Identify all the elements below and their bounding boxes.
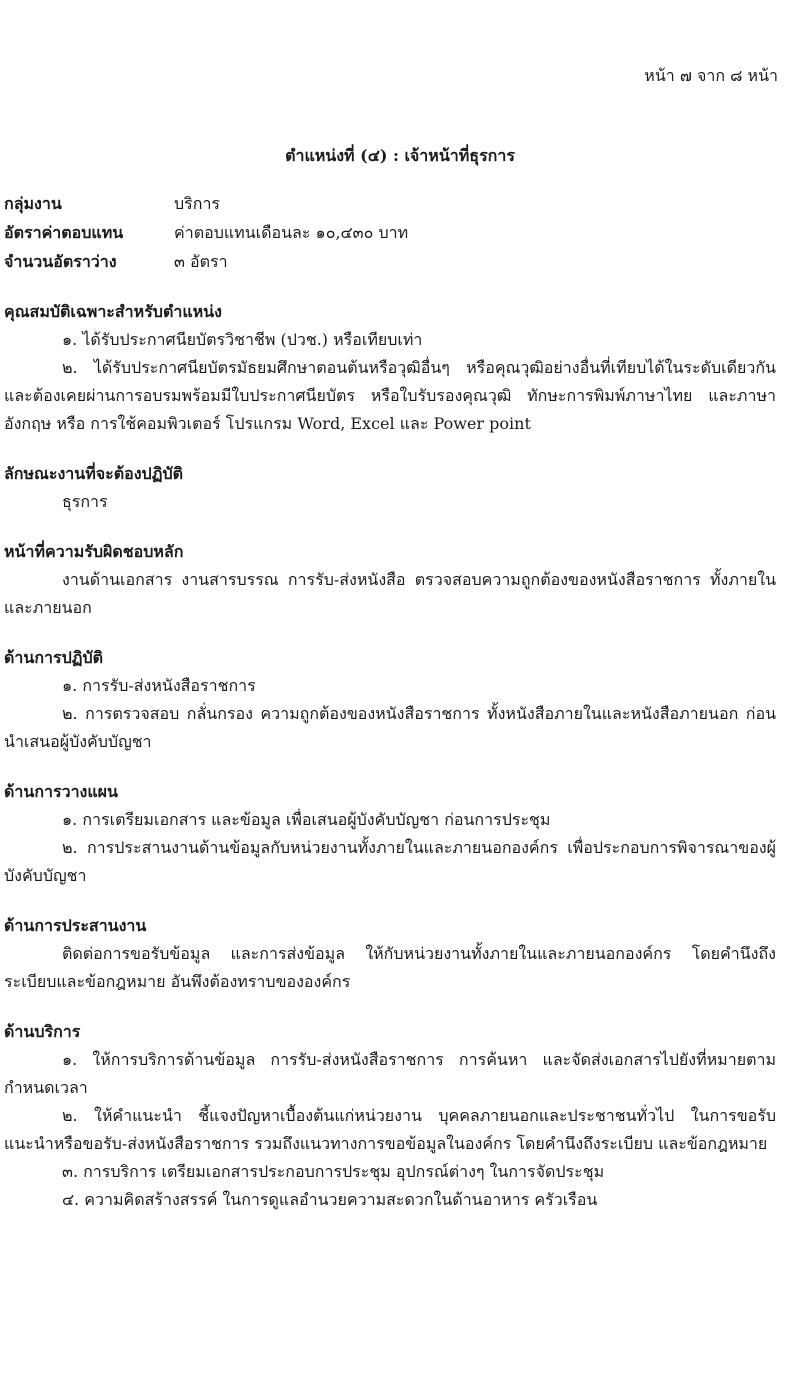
- document-body: [4, 298, 776, 1236]
- info-label: จำนวนอัตราว่าง: [4, 252, 117, 271]
- info-row-salary: [4, 219, 408, 248]
- info-row-work-group: [4, 190, 408, 219]
- coordination-text: ติดต่อการขอรับข้อมูล และการส่งข้อมูล ให้กับหน่วยงานทั้งภายในและภายนอกองค์กร โดยคำนึงถึงระเบียบและข้อกฎหมาย อันพึงต้องทราบขององค์กร: [4, 944, 776, 991]
- section-operations: [4, 644, 776, 756]
- info-value: บริการ: [174, 194, 221, 213]
- section-heading: หน้าที่ความรับผิดชอบหลัก: [4, 542, 184, 561]
- section-job-nature: [4, 460, 776, 516]
- section-qualifications: [4, 298, 776, 438]
- section-planning: [4, 778, 776, 890]
- info-row-vacancies: [4, 248, 408, 277]
- operations-item: ๒. การตรวจสอบ กลั่นกรอง ความถูกต้องของหนังสือราชการ ทั้งหนังสือภายในและหนังสือภายนอก ก่อนนำเสนอผู้บังคับบัญชา: [4, 704, 776, 751]
- page-number: หน้า ๗ จาก ๘ หน้า: [644, 66, 778, 85]
- planning-item: ๑. การเตรียมเอกสาร และข้อมูล เพื่อเสนอผู้บังคับบัญชา ก่อนการประชุม: [62, 810, 551, 829]
- qualification-item: ๑. ได้รับประกาศนียบัตรวิชาชีพ (ปวช.) หรือเทียบเท่า: [62, 330, 423, 349]
- service-item: ๒. ให้คำแนะนำ ชี้แจงปัญหาเบื้องต้นแก่หน่วยงาน บุคคลภายนอกและประชาชนทั่วไป ในการขอรับแนะนำหรือขอรับ-ส่งหนังสือราชการ รวมถึงแนวทางการขอข้อมูลในองค์กร โดยคำนึงถึงระเบียบ และข้อกฎหมาย: [4, 1106, 776, 1153]
- main-duties-text: งานด้านเอกสาร งานสารบรรณ การรับ-ส่งหนังสือ ตรวจสอบความถูกต้องของหนังสือราชการ ทั้งภายในและภายนอก: [4, 570, 776, 617]
- planning-item: ๒. การประสานงานด้านข้อมูลกับหน่วยงานทั้งภายในและภายนอกองค์กร เพื่อประกอบการพิจารณาของผู้บังคับบัญชา: [4, 838, 776, 885]
- section-heading: ด้านการประสานงาน: [4, 916, 147, 935]
- section-coordination: [4, 912, 776, 996]
- info-label: อัตราค่าตอบแทน: [4, 223, 124, 242]
- service-item: ๑. ให้การบริการด้านข้อมูล การรับ-ส่งหนังสือราชการ การค้นหา และจัดส่งเอกสารไปยังที่หมายตามกำหนดเวลา: [4, 1050, 776, 1097]
- service-item: ๔. ความคิดสร้างสรรค์ ในการดูแลอำนวยความสะดวกในด้านอาหาร ครัวเรือน: [62, 1190, 598, 1209]
- info-value: ๓ อัตรา: [174, 252, 228, 271]
- info-value: ค่าตอบแทนเดือนละ ๑๐,๔๓๐ บาท: [174, 223, 409, 242]
- operations-item: ๑. การรับ-ส่งหนังสือราชการ: [62, 676, 256, 695]
- section-heading: ด้านการวางแผน: [4, 782, 118, 801]
- job-nature-text: ธุรการ: [62, 492, 108, 511]
- info-label: กลุ่มงาน: [4, 194, 62, 213]
- section-heading: ด้านการปฏิบัติ: [4, 648, 104, 667]
- service-item: ๓. การบริการ เตรียมเอกสารประกอบการประชุม อุปกรณ์ต่างๆ ในการจัดประชุม: [62, 1162, 605, 1181]
- section-main-duties: [4, 538, 776, 622]
- section-heading: ลักษณะงานที่จะต้องปฏิบัติ: [4, 464, 183, 483]
- position-title: ตำแหน่งที่ (๔) : เจ้าหน้าที่ธุรการ: [285, 146, 515, 165]
- section-heading: คุณสมบัติเฉพาะสำหรับตำแหน่ง: [4, 302, 222, 321]
- section-service: [4, 1018, 776, 1214]
- qualification-item: ๒. ได้รับประกาศนียบัตรมัธยมศึกษาตอนต้นหรือวุฒิอื่นๆ หรือคุณวุฒิอย่างอื่นที่เทียบได้ในระดับเดียวกัน และต้องเคยผ่านการอบรมพร้อมมีใบประกาศนียบัตร หรือใบรับรองคุณวุฒิ ทักษะการพิมพ์ภาษาไทย และภาษาอังกฤษ หรือ การใช้คอมพิวเตอร์ โปรแกรม Word, Excel และ Power point: [4, 358, 776, 433]
- section-heading: ด้านบริการ: [4, 1022, 81, 1041]
- position-info-table: [4, 190, 408, 277]
